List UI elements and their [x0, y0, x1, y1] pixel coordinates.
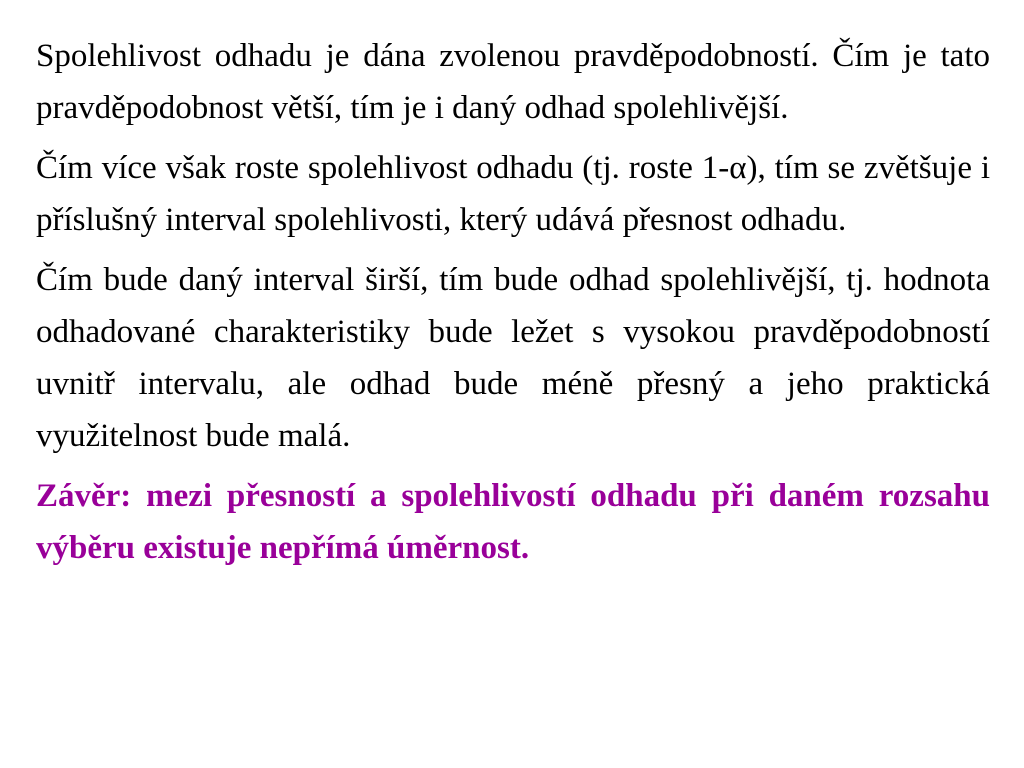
paragraph-interval-width: Čím více však roste spolehlivost odhadu (tj. roste 1-α), tím se zvětšuje i příslušný interval spolehlivosti, který udává přesnost odhadu. [36, 150, 990, 238]
paragraph-wider-interval: Čím bude daný interval širší, tím bude odhad spolehlivější, tj. hodnota odhadované charakteristiky bude ležet s vysokou pravděpodobností uvnitř intervalu, ale odhad bude méně přesný a jeho praktická využitelnost bude malá. [36, 262, 990, 454]
paragraph-reliability: Spolehlivost odhadu je dána zvolenou pravděpodobností. Čím je tato pravděpodobnost větší, tím je i daný odhad spolehlivější. [36, 38, 990, 126]
paragraph-conclusion: Závěr: mezi přesností a spolehlivostí odhadu při daném rozsahu výběru existuje nepřímá úměrnost. [36, 478, 990, 566]
